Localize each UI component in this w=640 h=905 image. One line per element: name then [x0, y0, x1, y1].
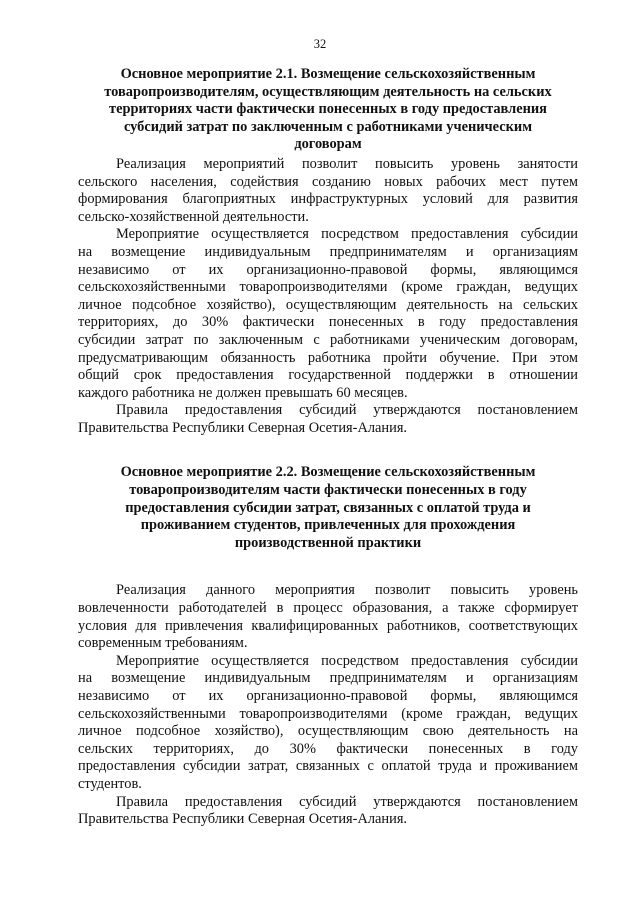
- text-line: на возмещение индивидуальным предпринимателям и организациям: [78, 670, 578, 687]
- text-line: предусматривающим обязанность работника пройти обучение. При этом: [78, 349, 578, 366]
- text-line: студентов.: [78, 775, 142, 792]
- text-line: сельского населения, содействия созданию новых рабочих мест путем: [78, 173, 578, 190]
- text-line: Правительства Республики Северная Осетия-Алания.: [78, 419, 408, 436]
- heading-line: территориях части фактически понесенных в году предоставления: [109, 101, 547, 118]
- text-line: на возмещение индивидуальным предпринимателям и организациям: [78, 243, 578, 260]
- text-line: Правила предоставления субсидий утверждаются постановлением: [116, 402, 578, 419]
- heading-line: Основное мероприятие 2.2. Возмещение сельскохозяйственным: [120, 464, 536, 481]
- heading-line: Основное мероприятие 2.1. Возмещение сельскохозяйственным: [120, 66, 536, 82]
- text-line: независимо от их организационно-правовой формы, являющимся: [78, 688, 578, 704]
- heading-line: договорам: [294, 136, 362, 153]
- text-line: сельских территориях, до 30% фактически понесенных в году: [78, 740, 578, 757]
- paragraph: [78, 582, 578, 652]
- heading-line: субсидий затрат по заключенным с работниками ученическим: [123, 118, 533, 135]
- text-line: Мероприятие осуществляется посредством предоставления субсидии: [116, 652, 578, 669]
- page-number: 32: [313, 37, 327, 51]
- text-line: независимо от их организационно-правовой формы, являющимся: [78, 261, 578, 278]
- text-line: современным требованиям.: [78, 635, 248, 652]
- heading-line: предоставления субсидии затрат, связанных с оплатой труда и: [125, 499, 531, 516]
- text-line: личное подсобное хозяйство), осуществляющим свою деятельность на: [78, 723, 578, 740]
- text-line: Реализация данного мероприятия позволит повысить уровень: [116, 582, 578, 599]
- paragraph: [78, 226, 578, 402]
- document-body: [78, 66, 578, 829]
- section-heading-2-2: [78, 464, 578, 552]
- text-line: общий срок предоставления государственной поддержки в отношении: [78, 367, 578, 384]
- text-line: субсидии затрат по заключенным с работниками ученическим договорам,: [78, 331, 578, 348]
- text-line: Правила предоставления субсидий утверждаются постановлением: [116, 793, 578, 810]
- text-line: Мероприятие осуществляется посредством предоставления субсидии: [116, 226, 578, 243]
- paragraph: [78, 402, 578, 437]
- paragraph: [78, 156, 578, 226]
- text-line: вовлеченности работодателей в процесс образования, а также сформирует: [78, 600, 578, 617]
- section-heading-2-1: [78, 66, 578, 154]
- text-line: Правительства Республики Северная Осетия-Алания.: [78, 811, 408, 828]
- text-line: предоставления субсидии затрат, связанных с оплатой труда и проживанием: [78, 758, 578, 775]
- heading-line: производственной практики: [234, 534, 422, 551]
- text-line: формирования благоприятных инфраструктурных условий для развития: [78, 191, 578, 208]
- heading-line: товаропроизводителям, осуществляющим деятельность на сельских: [104, 83, 552, 100]
- text-line: Реализация мероприятий позволит повысить уровень занятости: [116, 155, 578, 172]
- text-line: условия для привлечения квалифицированных работников, соответствующих: [78, 617, 578, 634]
- text-line: сельскохозяйственными товаропроизводителями (кроме граждан, ведущих: [78, 705, 578, 722]
- text-line: каждого работника не должен превышать 60 месяцев.: [78, 384, 408, 401]
- text-line: сельско-хозяйственной деятельности.: [78, 208, 309, 225]
- paragraph: [78, 653, 578, 794]
- text-line: сельскохозяйственными товаропроизводителями (кроме граждан, ведущих: [78, 279, 578, 296]
- text-line: личное подсобное хозяйство), осуществляющим деятельность на сельских: [78, 296, 578, 313]
- paragraph: [78, 794, 578, 829]
- heading-line: товаропроизводителям части фактически понесенных в году: [129, 482, 527, 499]
- heading-line: проживанием студентов, привлеченных для прохождения: [140, 517, 516, 534]
- text-line: территориях, до 30% фактически понесенных в году предоставления: [78, 314, 578, 331]
